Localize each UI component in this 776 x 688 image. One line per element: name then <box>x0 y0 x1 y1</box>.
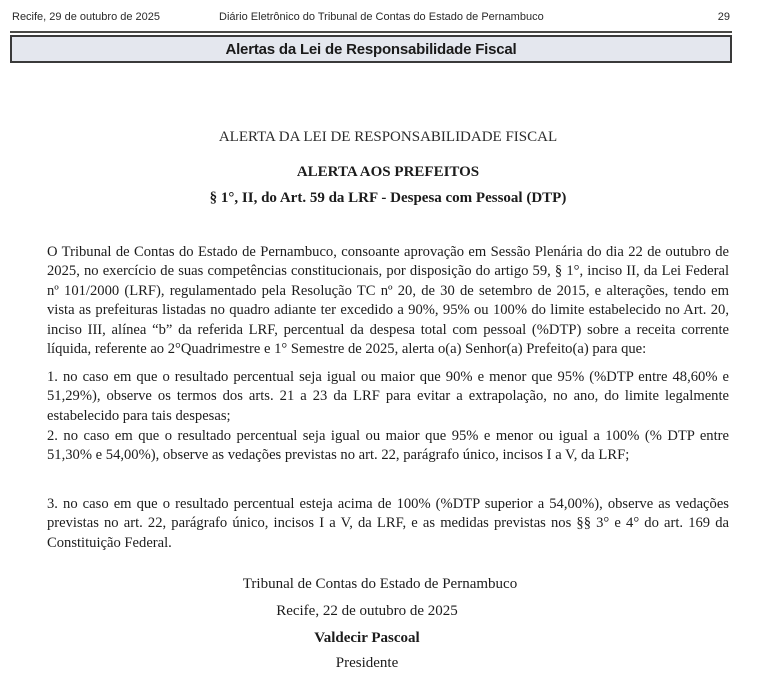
list-item: 2. no caso em que o resultado percentual seja igual ou maior que 95% e menor ou igual a 100% (% DTP entre 51,30% e 54,00%), observe as vedações previstas no art. 22, parágrafo único, incisos I a V, da LRF; <box>47 428 729 464</box>
legal-reference: § 1°, II, do Art. 59 da LRF - Despesa com Pessoal (DTP) <box>209 190 567 206</box>
list-item: 3. no caso em que o resultado percentual esteja acima de 100% (%DTP superior a 54,00%), observe as vedações previstas no art. 22, parágrafo único, incisos I a V, da LRF, e as medidas previstas nos §§ 3° e 4° do art. 169 da Constituição Federal. <box>47 496 729 551</box>
signature-place-date: Recife, 22 de outubro de 2025 <box>276 603 458 619</box>
page-number: 29 <box>717 11 730 23</box>
list-item: 1. no caso em que o resultado percentual seja igual ou maior que 90% e menor que 95% (%DTP entre 48,60% e 51,29%), observe os termos dos arts. 21 a 23 da LRF para evitar a extrapolação, no ano, do limite legalmente estabelecido para tais despesas; <box>47 369 729 424</box>
signatory-role: Presidente <box>335 655 399 671</box>
running-head <box>12 11 730 27</box>
journal-title: Diário Eletrônico do Tribunal de Contas do Estado de Pernambuco <box>219 11 544 23</box>
section-banner <box>10 35 732 63</box>
header-rule <box>10 31 732 33</box>
document-subtitle: ALERTA AOS PREFEITOS <box>296 164 480 180</box>
signatory-name: Valdecir Pascoal <box>314 630 420 646</box>
document-title: ALERTA DA LEI DE RESPONSABILIDADE FISCAL <box>218 129 558 145</box>
intro-paragraph: O Tribunal de Contas do Estado de Pernambuco, consoante aprovação em Sessão Plenária do dia 22 de outubro de 2025, no exercício de suas competências constitucionais, por disposição do artigo 59, § 1°, inciso II, da Lei Federal nº 101/2000 (LRF), regulamentado pela Resolução TC nº 20, de 30 de setembro de 2015, e alterações, tendo em vista as prefeituras listadas no quadro adiante ter excedido a 90%, 95% ou 100% do limite estabelecido no Art. 20, inciso III, alínea “b” da referida LRF, percentual da despesa total com pessoal (%DTP) sobre a receita corrente líquida, referente ao 2°Quadrimestre e 1° Semestre de 2025, alerta o(a) Senhor(a) Prefeito(a) para que: <box>47 244 729 358</box>
section-banner-title: Alertas da Lei de Responsabilidade Fiscal <box>225 40 517 58</box>
signature-organization: Tribunal de Contas do Estado de Pernambuco <box>242 576 518 592</box>
header-date: Recife, 29 de outubro de 2025 <box>12 11 161 23</box>
